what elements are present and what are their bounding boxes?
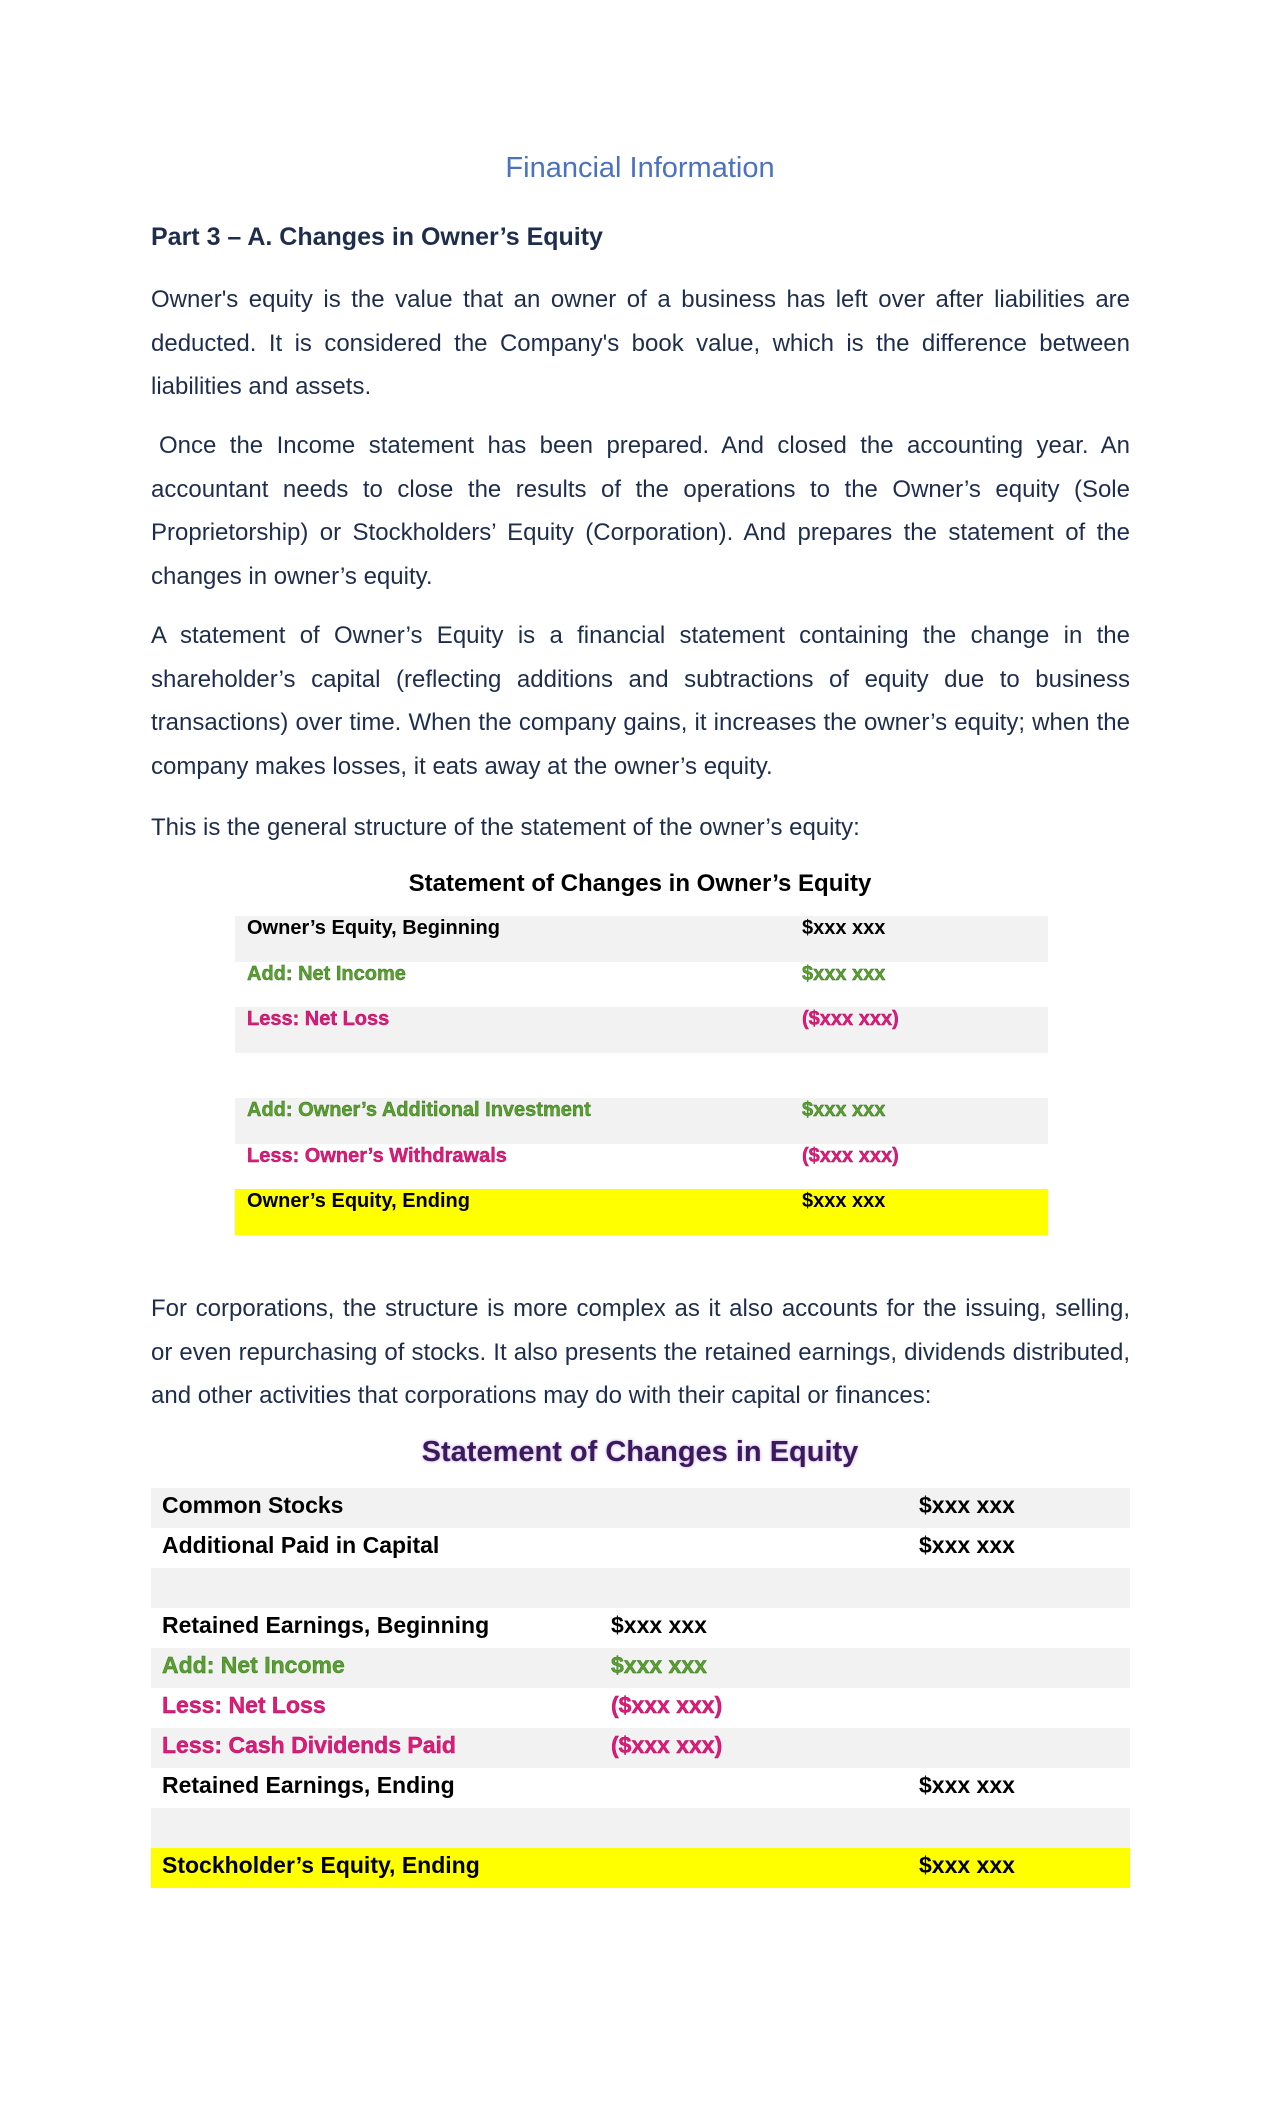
owner-statement-table	[235, 916, 1048, 1235]
table-row	[151, 1528, 1130, 1568]
table-row-spacer	[151, 1808, 1130, 1848]
table-row	[235, 1007, 1048, 1053]
row-label: Less: Net Loss	[247, 1008, 390, 1030]
table-row-spacer	[235, 1053, 1048, 1099]
paragraph-corporations-intro: For corporations, the structure is more complex as it also accounts for the issuing, selling, or even repurchasing of stocks. It also presents the retained earnings, dividends distributed, and other activities that corporations may do with their capital or finances:	[151, 1295, 1130, 1409]
section-heading: Part 3 – A. Changes in Owner’s Equity	[151, 223, 603, 251]
paragraph-closing-process: Once the Income statement has been prepared. And closed the accounting year. An accountant needs to close the results of the operations to the Owner’s equity (Sole Proprietorship) or Stockholders’ Equity (Corporation). And prepares the statement of the changes in owner’s equity.	[151, 432, 1130, 590]
table-row	[151, 1608, 1130, 1648]
table-row	[235, 916, 1048, 962]
table-row	[151, 1728, 1130, 1768]
owner-statement-title: Statement of Changes in Owner’s Equity	[408, 870, 872, 897]
row-label: Owner’s Equity, Beginning	[247, 917, 500, 939]
table-row	[235, 962, 1048, 1008]
row-value: $xxx xxx	[919, 1532, 1015, 1558]
table-row	[151, 1648, 1130, 1688]
paragraph-owners-equity-definition: Owner's equity is the value that an owner of a business has left over after liabilities are deducted. It is considered the Company's book value, which is the difference between liabilities and assets.	[151, 286, 1130, 400]
table-row	[151, 1688, 1130, 1728]
row-value: $xxx xxx	[802, 917, 886, 939]
row-label: Owner’s Equity, Ending	[247, 1190, 470, 1212]
paragraph-general-structure-intro: This is the general structure of the statement of the owner’s equity:	[151, 814, 860, 841]
table-row	[151, 1488, 1130, 1528]
row-value: ($xxx xxx)	[802, 1008, 899, 1030]
row-value: $xxx xxx	[919, 1492, 1015, 1518]
row-label: Additional Paid in Capital	[162, 1532, 440, 1558]
paragraph-statement-definition: A statement of Owner’s Equity is a financial statement containing the change in the shareholder’s capital (reflecting additions and subtractions of equity due to business transactions) over time. When the company gains, it increases the owner’s equity; when the company makes losses, it eats away at the owner’s equity.	[151, 622, 1130, 780]
row-subtotal: ($xxx xxx)	[611, 1692, 723, 1718]
row-label: Add: Net Income	[247, 962, 406, 985]
row-label: Less: Net Loss	[162, 1692, 326, 1718]
row-label: Common Stocks	[162, 1492, 344, 1518]
document-title: Financial Information	[505, 152, 775, 184]
row-value: $xxx xxx	[802, 962, 886, 985]
row-subtotal: ($xxx xxx)	[611, 1732, 723, 1758]
row-label: Add: Owner’s Additional Investment	[247, 1099, 591, 1121]
table-row-total	[235, 1189, 1048, 1235]
row-label: Retained Earnings, Ending	[162, 1772, 455, 1798]
table-row-total	[151, 1848, 1130, 1888]
row-value: $xxx xxx	[802, 1190, 886, 1212]
row-value: ($xxx xxx)	[802, 1144, 899, 1167]
table-row	[235, 1144, 1048, 1190]
row-value: $xxx xxx	[802, 1099, 886, 1121]
row-label: Stockholder’s Equity, Ending	[162, 1852, 480, 1878]
row-label: Retained Earnings, Beginning	[162, 1612, 490, 1638]
row-label: Add: Net Income	[162, 1652, 345, 1678]
table-row	[151, 1768, 1130, 1808]
row-label: Less: Cash Dividends Paid	[162, 1732, 456, 1758]
equity-statement-table	[151, 1488, 1130, 1888]
row-value: $xxx xxx	[919, 1772, 1015, 1798]
row-value: $xxx xxx	[919, 1852, 1015, 1878]
table-row-spacer	[151, 1568, 1130, 1608]
row-label: Less: Owner’s Withdrawals	[247, 1144, 507, 1167]
table-row	[235, 1098, 1048, 1144]
row-subtotal: $xxx xxx	[611, 1612, 707, 1638]
row-subtotal: $xxx xxx	[611, 1652, 707, 1678]
equity-statement-title: Statement of Changes in Equity	[421, 1436, 859, 1468]
